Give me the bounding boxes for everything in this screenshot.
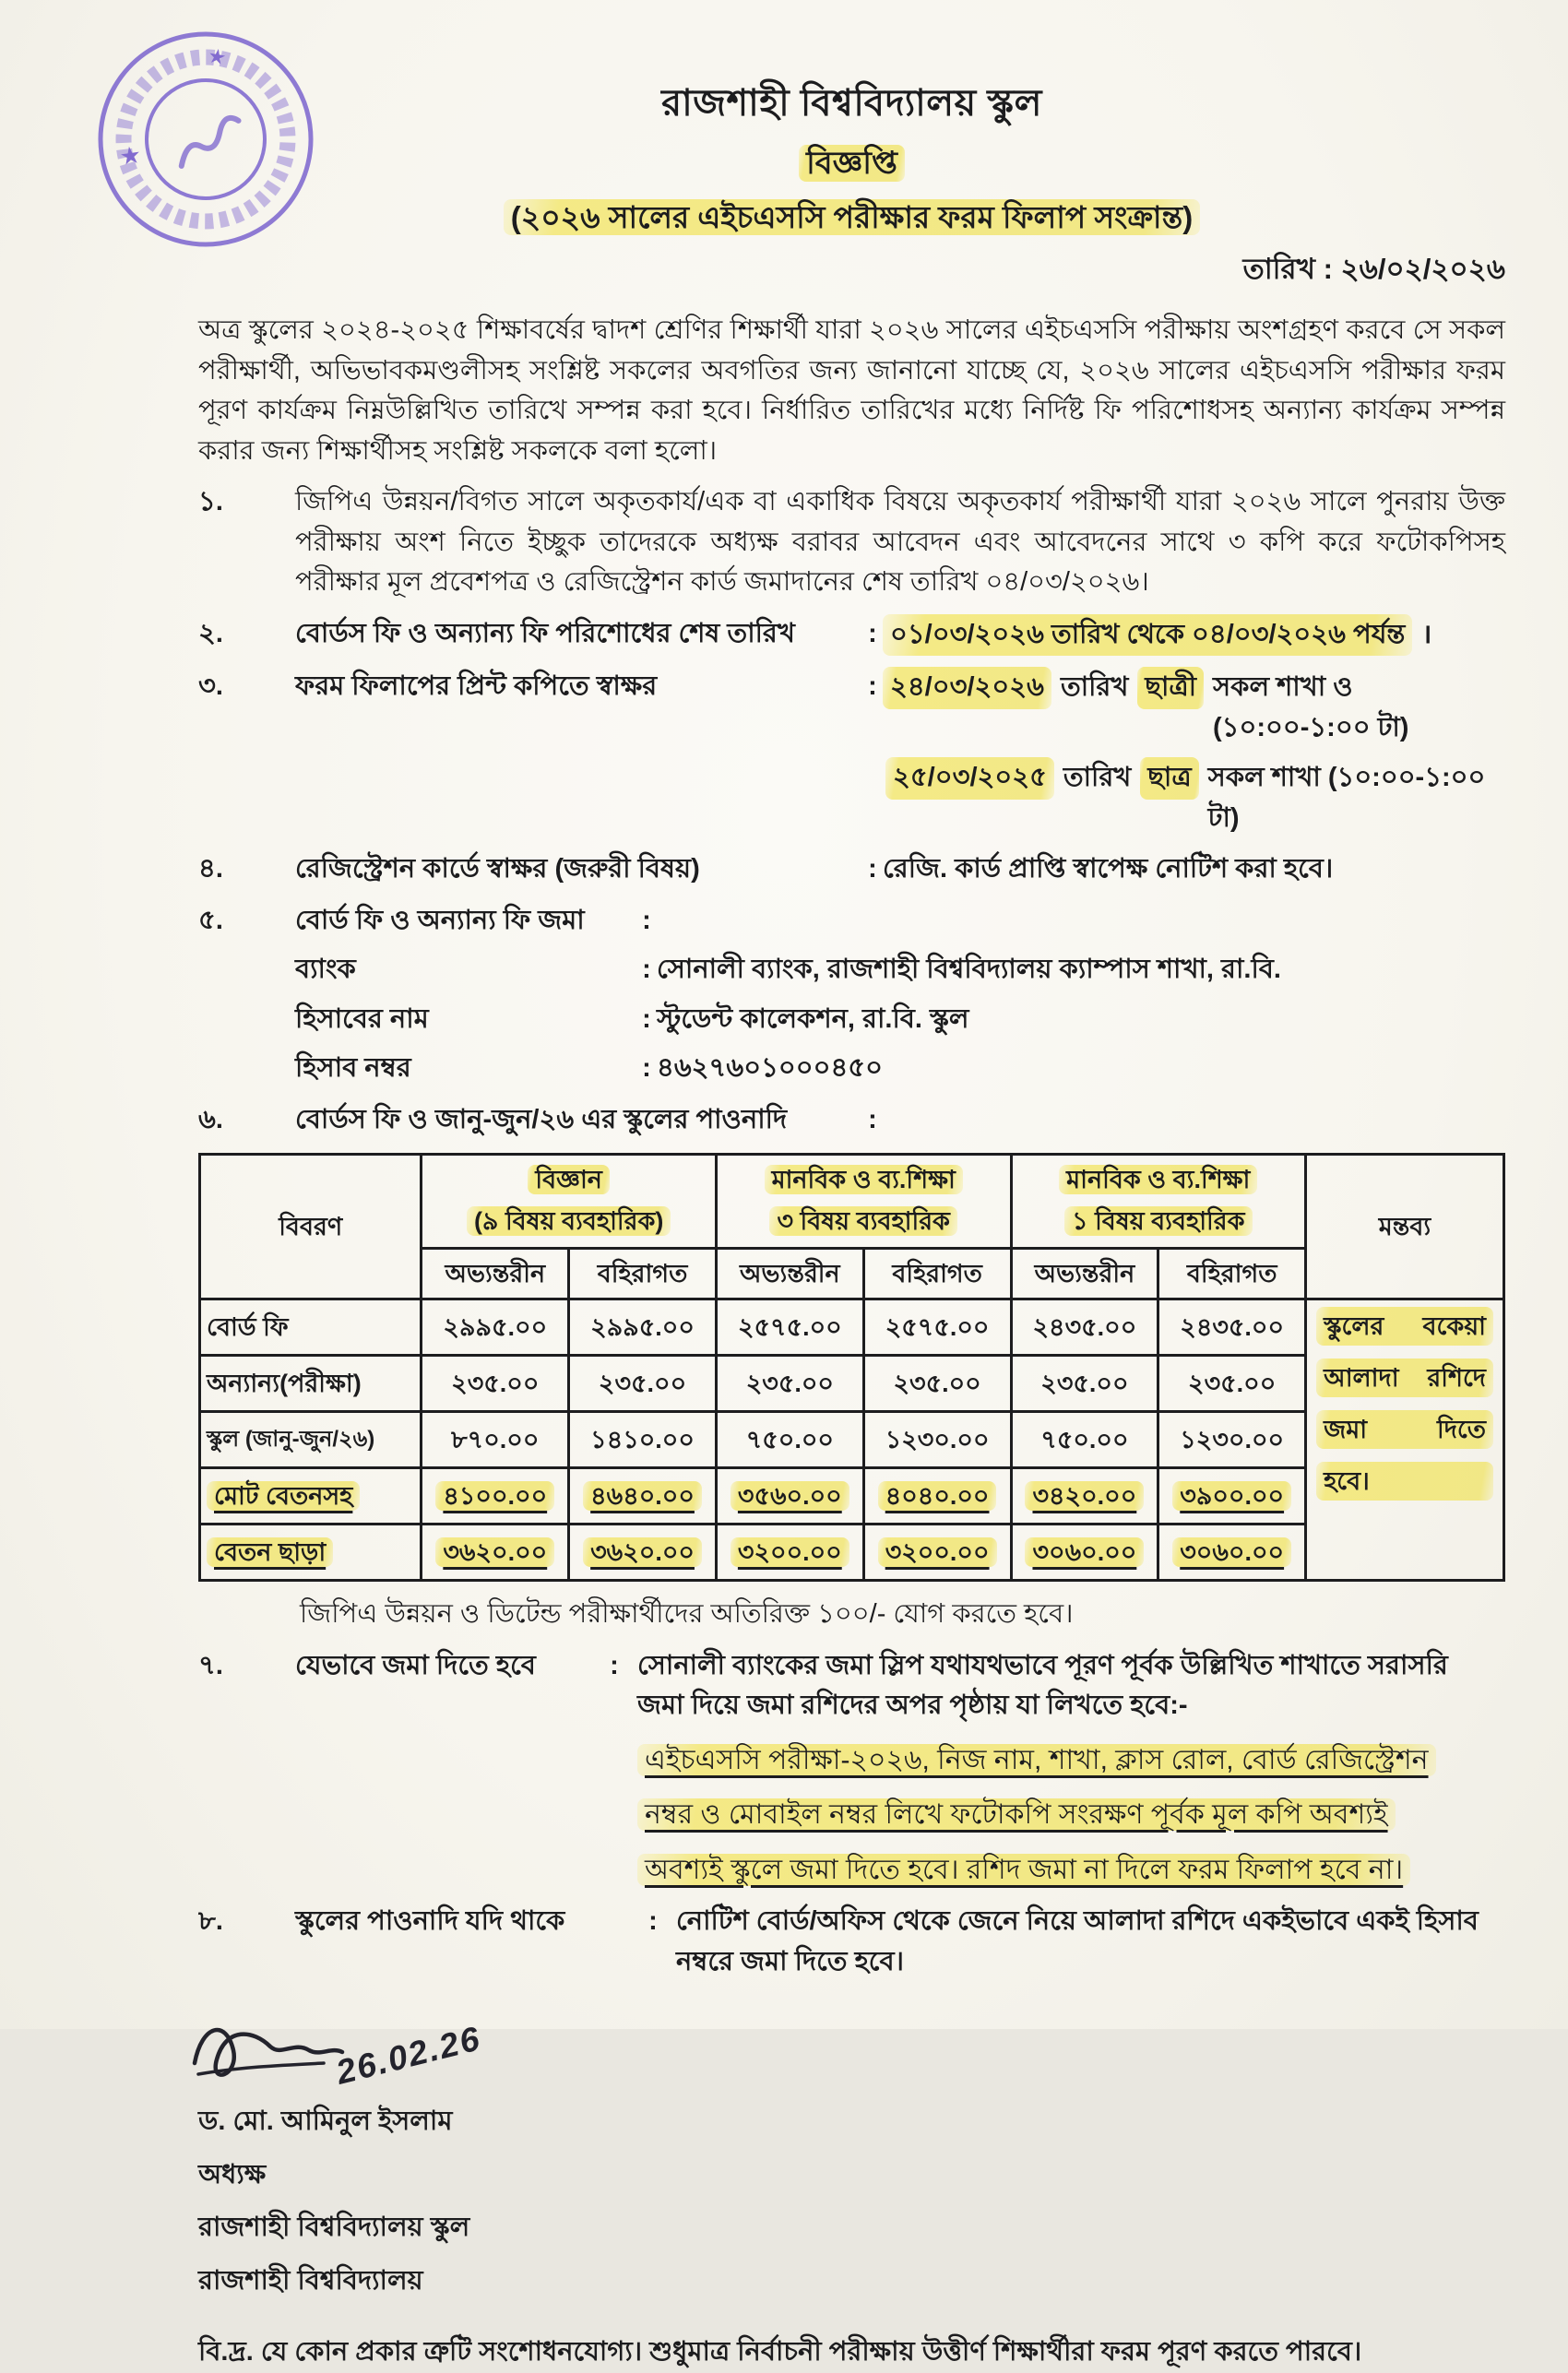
fee-cell: ৪৬৪০.০০ [569, 1468, 717, 1525]
notice-label: বিজ্ঞপ্তি [198, 140, 1505, 187]
row-label: মোট বেতনসহ [200, 1468, 422, 1525]
bank-label: ব্যাংক [295, 955, 356, 984]
item-number: ৩. [198, 671, 223, 701]
subheader-internal: অভ্যন্তরীন [1011, 1249, 1158, 1299]
item-4-value: রেজি. কার্ড প্রাপ্তি স্বাপেক্ষ নোটিশ করা হবে। [883, 854, 1334, 884]
item-3-label: ফরম ফিলাপের প্রিন্ট কপিতে স্বাক্ষর [295, 671, 658, 701]
item-number: ২. [198, 618, 223, 648]
account-name-row [295, 1000, 1505, 1040]
table-row-board-fee [200, 1299, 1504, 1356]
signature-date: 26.02.26 [332, 2019, 485, 2092]
column-header-description: বিবরণ [200, 1155, 422, 1299]
row-label: বেতন ছাড়া [200, 1525, 422, 1581]
item-7-highlight-line3: অবশ্যই স্কুলে জমা দিতে হবে। রশিদ জমা না দিলে ফরম ফিলাপ হবে না। [637, 1836, 1505, 1892]
item-2-label: বোর্ডস ফি ও অন্যান্য ফি পরিশোধের শেষ তারিখ [295, 618, 795, 648]
colon: : [642, 1003, 651, 1034]
signature [198, 2006, 1505, 2098]
item-7-label: যেভাবে জমা দিতে হবে [295, 1650, 536, 1680]
fee-cell: ২৫৭৫.০০ [863, 1299, 1011, 1356]
fee-cell: ৩৬২০.০০ [422, 1525, 569, 1581]
table-note: জিপিএ উন্নয়ন ও ডিটেন্ড পরীক্ষার্থীদের অতিরিক্ত ১০০/- যোগ করতে হবে। [300, 1599, 1074, 1629]
item-7-highlight-line1: এইচএসসি পরীক্ষা-২০২৬, নিজ নাম, শাখা, ক্লাস রোল, বোর্ড রেজিস্ট্রেশন [637, 1726, 1505, 1782]
fee-cell: ৩২০০.০০ [716, 1525, 863, 1581]
page-title: রাজশাহী বিশ্ববিদ্যালয় স্কুল [661, 83, 1042, 124]
fee-cell: ৪০৪০.০০ [863, 1468, 1011, 1525]
column-header-remarks: মন্তব্য [1306, 1155, 1504, 1299]
subheader-internal: অভ্যন্তরীন [422, 1249, 569, 1299]
fee-cell: ২৫৭৫.০০ [716, 1299, 863, 1356]
fee-cell: ২৩৫.০০ [422, 1356, 569, 1412]
colon: : [868, 1104, 877, 1134]
item-number: ৭. [198, 1650, 223, 1680]
account-number-label: হিসাব নম্বর [295, 1053, 411, 1083]
signatory-name: ড. মো. আমিনুল ইসলাম [198, 2106, 453, 2136]
row-label: বোর্ড ফি [200, 1299, 422, 1356]
subheader-external: বহিরাগত [569, 1249, 717, 1299]
signatory-org-university: রাজশাহী বিশ্ববিদ্যালয় [198, 2265, 423, 2296]
stamp-star-icon: ★ [117, 140, 143, 172]
account-number-value: ৪৬২৭৬০১০০০৪৫০ [657, 1053, 883, 1083]
fee-cell: ১২৩০.০০ [1158, 1412, 1306, 1468]
notice-subject: (২০২৬ সালের এইচএসসি পরীক্ষার ফরম ফিলাপ সংক্রান্ত) [198, 195, 1505, 241]
fee-cell: ২৩৫.০০ [1011, 1356, 1158, 1412]
colon: : [648, 1906, 658, 1936]
item-number: ৪. [198, 854, 223, 884]
fee-cell: ১৪১০.০০ [569, 1412, 717, 1468]
fee-cell: ২৩৫.০০ [569, 1356, 717, 1412]
row-label: অন্যান্য(পরীক্ষা) [200, 1356, 422, 1412]
bank-value: সোনালী ব্যাংক, রাজশাহী বিশ্ববিদ্যালয় ক্যাম্পাস শাখা, রা.বি. [657, 955, 1281, 984]
fee-cell: ৭৫০.০০ [1011, 1412, 1158, 1468]
list-item-7 [198, 1646, 1505, 1892]
fee-cell: ২৩৫.০০ [1158, 1356, 1306, 1412]
footer-note: বি.দ্র. যে কোন প্রকার ত্রুটি সংশোধনযোগ্য। শুধুমাত্র নির্বাচনী পরীক্ষায় উত্তীর্ণ শিক্ষার্থীরা ফরম পূরণ করতে পারবে। [198, 2337, 1362, 2367]
list-item-8 [198, 1902, 1505, 1982]
colon: : [868, 671, 877, 701]
item-7-highlight-line2: নম্বর ও মোবাইল নম্বর লিখে ফটোকপি সংরক্ষণ পূর্বক মূল কপি অবশ্যই [637, 1781, 1505, 1836]
account-number-row [295, 1049, 1505, 1089]
fee-cell: ৩২০০.০০ [863, 1525, 1011, 1581]
fee-cell: ২৪৩৫.০০ [1158, 1299, 1306, 1356]
item-4-label: রেজিস্ট্রেশন কার্ডে স্বাক্ষর (জরুরী বিষয়) [295, 854, 700, 884]
fee-table [198, 1153, 1505, 1582]
list-item-1 [198, 482, 1505, 603]
fee-cell: ২৩৫.০০ [863, 1356, 1011, 1412]
list-item-3 [198, 667, 1505, 838]
item-number: ৮. [198, 1906, 223, 1936]
intro-paragraph: অত্র স্কুলের ২০২৪-২০২৫ শিক্ষাবর্ষের দ্বাদশ শ্রেণির শিক্ষার্থী যারা ২০২৬ সালের এইচএসসি পরীক্ষায় অংশগ্রহণ করবে সে সকল পরীক্ষার্থী, অভিভাবকমণ্ডলীসহ সংশ্লিষ্ট সকলের অবগতির জন্য জানানো যাচ্ছে যে, ২০২৬ সালের এইচএসসি পরীক্ষার ফরম পূরণ কার্যক্রম নিম্নউল্লিখিত তারিখে সম্পন্ন করা হবে। নির্ধারিত তারিখের মধ্যে নির্দিষ্ট ফি পরিশোধসহ অন্যান্য কার্যক্রম সম্পন্ন করার জন্য শিক্ষার্থীসহ সংশ্লিষ্ট সকলকে বলা হলো। [198, 315, 1505, 466]
fee-cell: ২৯৯৫.০০ [422, 1299, 569, 1356]
column-group-humanities-1: মানবিক ও ব্য.শিক্ষা ১ বিষয় ব্যবহারিক [1011, 1155, 1306, 1249]
item-8-value: নোটিশ বোর্ড/অফিস থেকে জেনে নিয়ে আলাদা রশিদে একইভাবে একই হিসাব নম্বরে জমা দিতে হবে। [676, 1906, 1479, 1976]
item-2-value: ০১/০৩/২০২৬ তারিখ থেকে ০৪/০৩/২০২৬ পর্যন্ত । [883, 614, 1431, 657]
item-3-value-line1: ২৪/০৩/২০২৬ তারিখ ছাত্রী সকল শাখা ও (১০:০০-১:০০ টা) [883, 667, 1505, 748]
list-item-5 [198, 901, 1505, 1089]
account-name-value: স্টুডেন্ট কালেকশন, রা.বি. স্কুল [657, 1003, 969, 1034]
subheader-external: বহিরাগত [863, 1249, 1011, 1299]
item-6-label: বোর্ডস ফি ও জানু-জুন/২৬ এর স্কুলের পাওনাদি [295, 1104, 788, 1134]
fee-cell: ২৩৫.০০ [716, 1356, 863, 1412]
colon: : [610, 1650, 619, 1680]
item-5-label: বোর্ড ফি ও অন্যান্য ফি জমা [295, 905, 585, 935]
list-item-4 [198, 849, 1505, 890]
fee-cell: ৩০৬০.০০ [1158, 1525, 1306, 1581]
colon: : [868, 854, 877, 884]
signatory-designation: অধ্যক্ষ [198, 2159, 267, 2189]
item-8-label: স্কুলের পাওনাদি যদি থাকে [295, 1906, 565, 1936]
colon: : [642, 1053, 651, 1083]
item-number: ৬. [198, 1104, 223, 1134]
bank-row [295, 950, 1505, 991]
fee-cell: ৩৬২০.০০ [569, 1525, 717, 1581]
fee-cell: ৩০৬০.০০ [1011, 1525, 1158, 1581]
fee-cell: ৮৭০.০০ [422, 1412, 569, 1468]
list-item-2 [198, 614, 1505, 657]
subheader-external: বহিরাগত [1158, 1249, 1306, 1299]
fee-cell: ৩৫৬০.০০ [716, 1468, 863, 1525]
item-3-value-line2: ২৫/০৩/২০২৫ তারিখ ছাত্র সকল শাখা (১০:০০-১:০০ টা) [885, 757, 1505, 838]
item-1-text: জিপিএ উন্নয়ন/বিগত সালে অকৃতকার্য/এক বা একাধিক বিষয়ে অকৃতকার্য পরীক্ষার্থী যারা ২০২৬ সালে পুনরায় উক্ত পরীক্ষায় অংশ নিতে ইচ্ছুক তাদেরকে অধ্যক্ষ বরাবর আবেদন এবং আবেদনের সাথে ৩ কপি করে ফটোকপিসহ পরীক্ষার মূল প্রবেশপত্র ও রেজিস্ট্রেশন কার্ড জমাদানের শেষ তারিখ ০৪/০৩/২০২৬। [295, 487, 1505, 597]
colon: : [868, 618, 877, 648]
fee-cell: ১২৩০.০০ [863, 1412, 1011, 1468]
row-label: স্কুল (জানু-জুন/২৬) [200, 1412, 422, 1468]
column-group-humanities-3: মানবিক ও ব্য.শিক্ষা ৩ বিষয় ব্যবহারিক [716, 1155, 1011, 1249]
account-name-label: হিসাবের নাম [295, 1003, 429, 1034]
column-group-science: বিজ্ঞান (৯ বিষয় ব্যবহারিক) [422, 1155, 717, 1249]
item-number: ১. [198, 487, 223, 516]
fee-cell: ২৪৩৫.০০ [1011, 1299, 1158, 1356]
notice-date: তারিখ : ২৬/০২/২০২৬ [1242, 252, 1505, 285]
colon: : [642, 955, 651, 984]
fee-cell: ২৯৯৫.০০ [569, 1299, 717, 1356]
item-number: ৫. [198, 905, 223, 935]
fee-cell: ৩৯০০.০০ [1158, 1468, 1306, 1525]
subheader-internal: অভ্যন্তরীন [716, 1249, 863, 1299]
item-7-value: সোনালী ব্যাংকের জমা স্লিপ যথাযথভাবে পূরণ পূর্বক উল্লিখিত শাখাতে সরাসরি জমা দিয়ে জমা রশিদের অপর পৃষ্ঠায় যা লিখতে হবে:- এইচএসসি পরীক্ষা-২০২৬, নিজ নাম, শাখা, ক্লাস রোল, বোর্ড রেজিস্ট্রেশন নম্বর ও মোবাইল নম্বর লিখে ফটোকপি সংরক্ষণ পূর্বক মূল কপি অবশ্যই অবশ্যই স্কুলে জমা দিতে হবে। রশিদ জমা না দিলে ফরম ফিলাপ হবে না। [637, 1646, 1505, 1892]
list-item-6 [198, 1100, 1505, 1141]
fee-cell: ৪১০০.০০ [422, 1468, 569, 1525]
signatory-org-school: রাজশাহী বিশ্ববিদ্যালয় স্কুল [198, 2213, 470, 2242]
stamp-star-icon: ★ [206, 43, 229, 70]
fee-cell: ৭৫০.০০ [716, 1412, 863, 1468]
colon: : [642, 905, 651, 935]
fee-cell: ৩৪২০.০০ [1011, 1468, 1158, 1525]
remarks-cell: স্কুলের বকেয়া আলাদা রশিদে জমা দিতে হবে। [1306, 1299, 1504, 1581]
